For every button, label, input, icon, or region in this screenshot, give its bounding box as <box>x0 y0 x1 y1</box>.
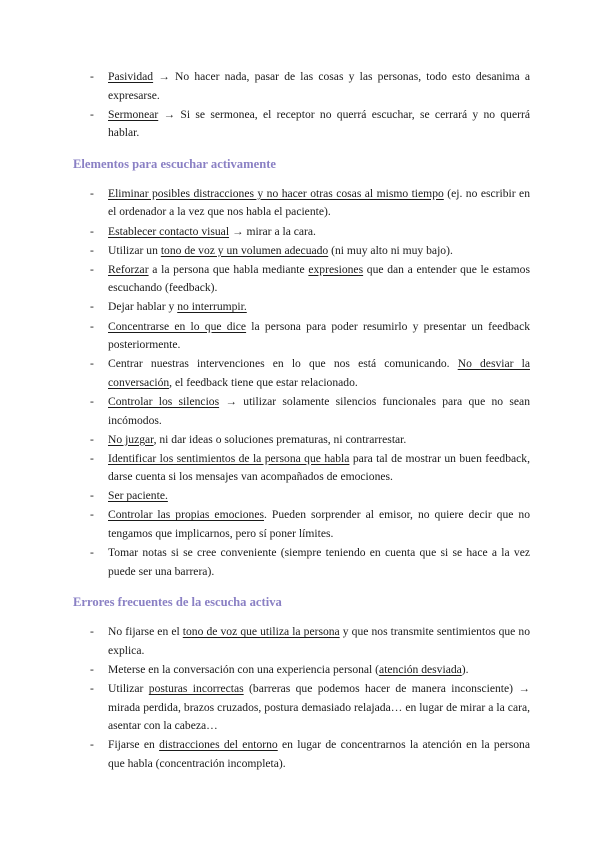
list-item-text <box>108 70 530 102</box>
item-text: , ni dar ideas o soluciones prematuras, ni contrarrestar. <box>153 432 407 446</box>
item-text: en lugar de concentrarnos la atención en la persona que habla (concentración incompleta). <box>108 738 530 770</box>
underlined-term: Identificar los sentimientos de la persona que habla <box>108 451 350 465</box>
list-item <box>90 223 530 242</box>
item-text: para tal de mostrar un buen feedback, darse cuenta si los mensajes van acompañados de emociones. <box>108 451 530 484</box>
item-text: Tomar notas si se cree conveniente (siempre teniendo en cuenta que si se hace a la vez puede ser una barrera). <box>108 546 530 578</box>
list-item <box>90 68 530 105</box>
list-item-text <box>108 244 453 257</box>
item-text: que dan a entender que le estamos escuchando (feedback). <box>108 262 530 295</box>
list-item <box>90 431 530 450</box>
list-item-text <box>108 452 530 484</box>
list-item-text <box>108 508 530 540</box>
item-text: Utilizar un <box>108 243 161 257</box>
item-text: , el feedback tiene que estar relacionado. <box>169 375 358 389</box>
item-text: → Si se sermonea, el receptor no querrá escuchar, se cerrará y no querrá hablar. <box>108 107 530 140</box>
bullet-dash: - <box>90 432 94 446</box>
list-item-text <box>108 108 530 140</box>
bullet-dash: - <box>90 489 94 503</box>
bullet-dash: - <box>90 394 94 408</box>
section-title-elementos: Elementos para escuchar activamente <box>73 156 276 171</box>
item-text: No fijarse en el <box>108 625 183 639</box>
underlined-term: posturas incorrectas <box>148 682 244 696</box>
underlined-term: Ser paciente. <box>108 489 168 503</box>
bullet-dash: - <box>90 625 94 639</box>
list-item-text <box>108 357 530 389</box>
bullet-dash: - <box>90 546 94 560</box>
item-text: → utilizar solamente silencios funcionales para que no sean incómodos. <box>108 394 530 427</box>
section-title-errores: Errores frecuentes de la escucha activa <box>73 595 282 610</box>
underlined-term: Eliminar posibles distracciones y no hacer otras cosas al mismo tiempo <box>108 186 444 200</box>
item-text: . Pueden sorprender al emisor, no quiere decir que no tengamos que implicarnos, pero sí poner límites. <box>108 508 531 541</box>
list-item <box>90 544 530 581</box>
item-text: y que nos transmite sentimientos que no explica. <box>108 625 530 657</box>
list-item-text <box>108 489 168 502</box>
item-text: (ni muy alto ni muy bajo). <box>328 243 453 257</box>
item-text: Fijarse en <box>108 738 160 752</box>
list-item <box>90 106 530 143</box>
bullet-dash: - <box>90 243 94 257</box>
underlined-term: tono de voz que utiliza la persona <box>182 625 340 639</box>
list-item <box>90 487 530 506</box>
underlined-term: expresiones <box>308 262 364 276</box>
bullet-dash: - <box>90 262 94 276</box>
bullet-dash: - <box>90 319 94 333</box>
underlined-term: no interrumpir. <box>177 300 247 314</box>
underlined-term: Sermonear <box>108 107 159 121</box>
bullet-dash: - <box>90 738 94 752</box>
list-item-text <box>108 263 530 295</box>
elementos-list <box>90 185 530 581</box>
underlined-term: Controlar los silencios <box>108 394 220 408</box>
bullet-dash: - <box>90 451 94 465</box>
item-text: ). <box>461 663 469 677</box>
list-item-text <box>108 738 530 770</box>
bullet-dash: - <box>90 107 94 121</box>
underlined-term: No desviar la conversación <box>108 357 530 389</box>
list-item-text <box>108 187 530 219</box>
item-text: → mirar a la cara. <box>229 224 316 238</box>
bullet-dash: - <box>90 224 94 238</box>
list-item-text <box>108 225 316 238</box>
bullet-dash: - <box>90 300 94 314</box>
list-item <box>90 736 530 773</box>
underlined-term: Pasividad <box>108 70 154 83</box>
list-item <box>90 298 530 317</box>
list-item <box>90 185 530 222</box>
list-item <box>90 355 530 392</box>
list-item <box>90 623 530 660</box>
list-item-text <box>108 395 530 427</box>
underlined-term: Concentrarse en lo que dice <box>108 319 247 333</box>
item-text: a la persona que habla mediante <box>148 262 309 276</box>
list-item-text <box>108 433 406 446</box>
list-item-text <box>108 320 530 352</box>
item-text: (barreras que podemos hacer de manera inconsciente) → mirada perdida, brazos cruzados, postura demasiado relajada… en lugar de mirar a la cara, asentar con la cabeza… <box>108 682 530 733</box>
item-text: Utilizar <box>108 682 149 696</box>
bullet-dash: - <box>90 357 94 371</box>
list-item <box>90 393 530 430</box>
list-item-text <box>108 682 530 732</box>
list-item <box>90 242 530 261</box>
bullet-dash: - <box>90 682 94 696</box>
bullet-dash: - <box>90 70 94 83</box>
underlined-term: Controlar las propias emociones <box>108 508 265 522</box>
underlined-term: Reforzar <box>108 262 149 276</box>
list-item-text <box>108 663 469 676</box>
list-item <box>90 506 530 543</box>
list-item <box>90 450 530 487</box>
item-text: → No hacer nada, pasar de las cosas y las personas, todo esto desanima a expresarse. <box>108 70 530 102</box>
item-text: Dejar hablar y <box>108 300 178 314</box>
item-text: Centrar nuestras intervenciones en lo que nos está comunicando. <box>108 357 458 371</box>
item-text: (ej. no escribir en el ordenador a la vez que nos habla el paciente). <box>108 186 530 219</box>
list-item <box>90 661 530 680</box>
list-item-text <box>108 625 530 657</box>
list-item <box>90 261 530 298</box>
bullet-dash: - <box>90 508 94 522</box>
underlined-term: No juzgar <box>108 432 154 446</box>
list-item <box>90 318 530 355</box>
underlined-term: tono de voz y un volumen adecuado <box>160 243 329 257</box>
item-text: Meterse en la conversación con una experiencia personal ( <box>108 663 380 677</box>
list-item <box>90 680 530 736</box>
underlined-term: distracciones del entorno <box>159 738 278 752</box>
bullet-dash: - <box>90 186 94 200</box>
list-item-text <box>108 300 247 313</box>
intro-list <box>90 68 530 143</box>
underlined-term: Establecer contacto visual <box>108 224 230 238</box>
errores-list <box>90 623 530 773</box>
underlined-term: atención desviada <box>379 663 462 677</box>
list-item-text <box>108 546 530 578</box>
item-text: la persona para poder resumirlo y presentar un feedback posteriormente. <box>108 319 531 352</box>
bullet-dash: - <box>90 663 94 677</box>
